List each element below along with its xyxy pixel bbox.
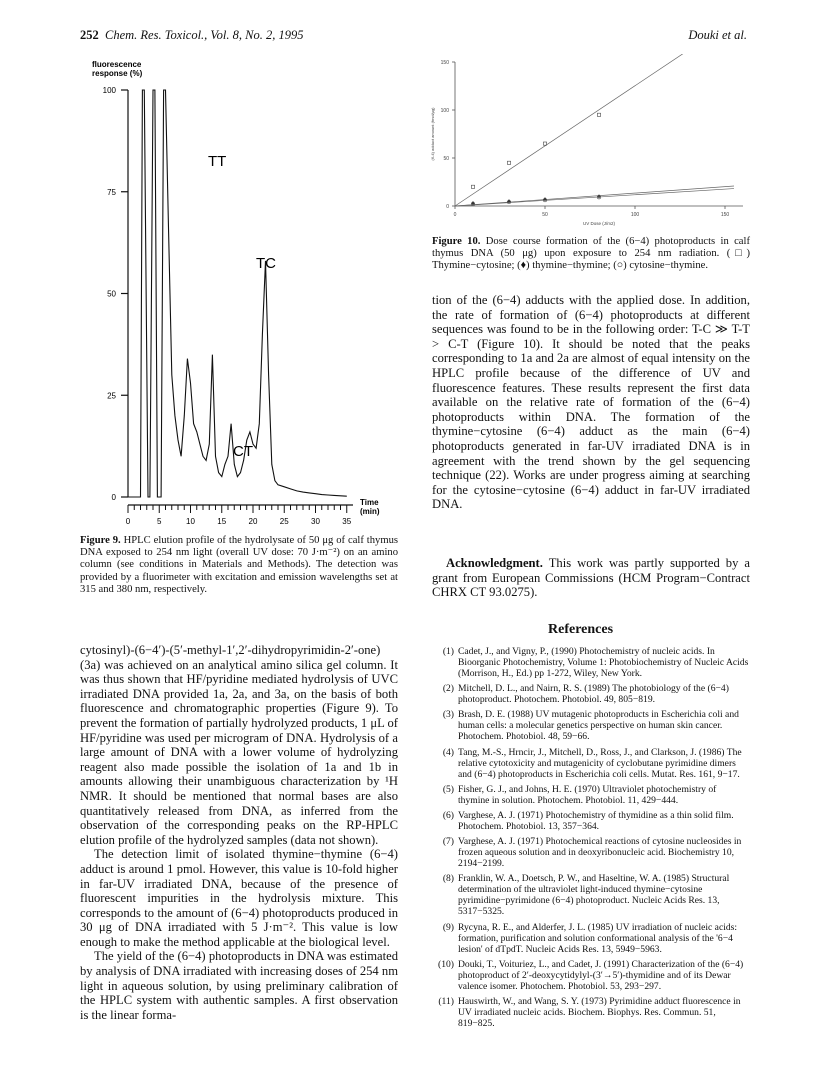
reference-number: (11) — [438, 995, 454, 1007]
peak-label-ct: CT — [233, 443, 253, 460]
acknowledgment — [432, 556, 750, 600]
fig10-x-tick-label: 50 — [542, 212, 548, 218]
fig10-y-tick-label: 50 — [443, 156, 449, 162]
reference-text: Rycyna, R. E., and Alderfer, J. L. (1985) UV irradiation of nucleic acids: formation, purification and solution conformational analysis of the '6−4 lesion' of dTpdT. Nucleic Acids Res. 13, 5949−5963. — [458, 921, 738, 955]
paragraph: The detection limit of isolated thymine−thymine (6−4) adduct is around 1 pmol. However, this value is 10-fold higher in far-UV irradiated DNA, because of the presence of fluorescent impurities in the hydrolysis mixture. This corresponds to the amount of (6−4) photoproducts produced in 30 μg of DNA irradiated with 5 J·m⁻². This value is low enough to make the method applicable at the biological level. — [80, 847, 398, 949]
left-column-text — [80, 643, 398, 1022]
reference-number: (6) — [442, 809, 454, 821]
fig10-x-tick-label: 100 — [630, 212, 640, 218]
reference-number: (9) — [442, 921, 454, 933]
paragraph: tion of the (6−4) adducts with the applied dose. In addition, the rate of formation of (6−4) photoproducts at different sequences was found to be in the following order: T-C ≫ T-T > C-T (Figure 10). It should be noted that the peaks corresponding to 1a and 2a are almost of equal intensity on the HPLC profile because of the difference of UV and fluorescence features. These results represent the first data available on the relative rate of formation of the (6−4) photoproducts within DNA. The formation of the thymine−cytosine (6−4) adduct as the main (6−4) photoproducts generated in far-UV irradiated DNA is in agreement with the trend shown by the gel sequencing technique (22). Works are under progress aiming at searching for the cytosine−cytosine (6−4) adduct in far-UV irradiated DNA. — [432, 293, 750, 512]
fig9-y-tick-label: 75 — [107, 187, 116, 197]
fig10-y-axis-label: (6-4) adduct amount (fmol/μg) — [430, 107, 435, 161]
fig10-point — [597, 113, 600, 116]
fig10-y-tick-label: 0 — [446, 204, 449, 210]
fig10-y-tick-label: 100 — [440, 108, 449, 114]
reference-number: (5) — [442, 783, 454, 795]
reference-number: (10) — [438, 958, 454, 970]
fig9-x-tick-label: 15 — [217, 517, 227, 526]
figure10-dose-course-plot — [425, 54, 755, 234]
fig9-xlabel-line1: Time — [360, 498, 379, 507]
fig9-y-tick-label: 0 — [111, 493, 116, 502]
fig9-chromatogram-trace — [128, 90, 347, 497]
fig10-axes — [430, 60, 743, 226]
ack-label: Acknowledgment. — [446, 556, 543, 570]
reference-text: Cadet, J., and Vigny, P., (1990) Photochemistry of nucleic acids. In Bioorganic Photochemistry, Volume 1: Photobiochemistry of Nucleic Acids (Morrison, H., Ed.) pp 1-272, Wiley, New York. — [458, 646, 749, 679]
reference-item — [432, 784, 750, 806]
fig9-y-tick-label: 50 — [107, 289, 116, 299]
reference-item — [432, 873, 750, 917]
reference-text: Mitchell, D. L., and Nairn, R. S. (1989) The photobiology of the (6−4) photoproduct. Photochem. Photobiol. 49, 805−819. — [458, 683, 729, 706]
figure10-caption-label: Figure 10. — [432, 236, 481, 247]
fig9-ylabel-line2: response (%) — [92, 69, 143, 78]
fig10-x-tick-label: 0 — [453, 212, 457, 218]
fig10-point — [471, 185, 474, 188]
running-header-left — [80, 28, 304, 43]
fig9-y-tick-label: 100 — [102, 86, 116, 95]
running-header-authors: Douki et al. — [688, 28, 747, 42]
reference-text: Varghese, A. J. (1971) Photochemistry of thymidine as a thin solid film. Photochem. Photobiol. 13, 357−364. — [458, 809, 734, 832]
figure9-caption — [80, 535, 398, 596]
references-list — [432, 646, 750, 1033]
ack-text: This work was partly supported by a grant from European Commissions (HCM Program−Contract CHRX CT 93.0275). — [432, 556, 750, 600]
reference-number: (3) — [442, 709, 454, 721]
paragraph: The yield of the (6−4) photoproducts in DNA was estimated by analysis of DNA irradiated with increasing doses of 254 nm light in aqueous solution, by using preliminary calibration of the HPLC system with authentic samples. A first observation is the linear forma- — [80, 949, 398, 1022]
reference-number: (1) — [442, 646, 454, 657]
fig9-x-tick-label: 10 — [186, 517, 195, 526]
figure9-chromatogram — [70, 58, 400, 534]
right-column-text — [432, 293, 750, 512]
fig10-point — [507, 161, 510, 164]
fig9-x-tick-label: 35 — [342, 517, 352, 526]
reference-item — [432, 959, 750, 992]
reference-item — [432, 646, 750, 679]
fig9-x-tick-label: 20 — [248, 517, 258, 526]
references-heading: References — [548, 622, 614, 637]
reference-item — [432, 683, 750, 705]
peak-label-tc: TC — [256, 255, 276, 272]
fig9-x-tick-label: 30 — [311, 517, 320, 526]
journal-citation: Chem. Res. Toxicol., Vol. 8, No. 2, 1995 — [105, 28, 304, 42]
fig9-ylabel-line1: fluorescence — [92, 60, 142, 69]
figure9-caption-text: HPLC elution profile of the hydrolysate of 50 μg of calf thymus DNA exposed to 254 nm light (overall UV dose: 70 J·m⁻²) on an amino column (see conditions in Materials and Methods). The detection was provided by a fluorimeter with excitation and emission wavelengths set at 315 and 380 nm, respectively. — [80, 535, 398, 595]
reference-item — [432, 996, 750, 1029]
reference-item — [432, 747, 750, 780]
fig10-fit-line — [455, 54, 734, 206]
fig9-x-tick-label: 5 — [157, 517, 162, 526]
fig9-xlabel-line2: (min) — [360, 507, 380, 516]
reference-item — [432, 709, 750, 742]
fig10-series — [455, 54, 734, 206]
reference-item — [432, 810, 750, 832]
page-number: 252 — [80, 28, 99, 42]
fig9-x-tick-label: 25 — [279, 517, 289, 526]
reference-text: Douki, T., Voituriez, L., and Cadet, J. (1991) Characterization of the (6−4) photoproduct of 2′-deoxycytidylyl-(3′→5′)-thymidine and of its Dewar valence isomer. Photochem. Photobiol. 53, 293−297. — [458, 958, 744, 992]
paragraph: cytosinyl)-(6−4′)-(5′-methyl-1′,2′-dihydropyrimidin-2′-one) (3a) was achieved on an analytical amino silica gel column. It was thus shown that HF/pyridine mediated hydrolysis of UVC irradiated DNA provided 1a, 2a, and 3a, on the basis of both fluorescence and chromatographic properties (Figure 9). To prevent the formation of partially hydrolyzed products, 1 μL of HF/pyridine was used per microgram of DNA. Hydrolysis of a large amount of DNA with a lower volume of hydrolyzing reagent also made possible the isolation of 1a and 1b in amounts allowing their unambiguous characterization by ¹H NMR. It should be mentioned that normal bases are also quantitatively released from DNA, as inferred from the observation of the corresponding peaks on the RP-HPLC elution profile of the hydrolyzed samples (data not shown). — [80, 643, 398, 847]
fig9-x-tick-label: 0 — [125, 517, 131, 526]
reference-text: Fisher, G. J., and Johns, H. E. (1970) Ultraviolet photochemistry of thymine in solution. Photochem. Photobiol. 11, 429−444. — [458, 783, 717, 806]
reference-number: (7) — [442, 836, 454, 848]
peak-label-tt: TT — [208, 153, 227, 170]
fig10-y-tick-label: 150 — [440, 60, 449, 66]
reference-text: Varghese, A. J. (1971) Photochemical reactions of cytosine nucleosides in frozen aqueous solution and in deoxyribonucleic acid. Biochemistry 10, 2194−2199. — [458, 836, 742, 870]
reference-text: Hauswirth, W., and Wang, S. Y. (1973) Pyrimidine adduct fluorescence in UV irradiated nucleic acids. Biochem. Biophys. Res. Commun. 51, 819−825. — [458, 995, 741, 1029]
reference-item — [432, 836, 750, 869]
reference-text: Tang, M.-S., Hrncir, J., Mitchell, D., Ross, J., and Clarkson, J. (1986) The relative cytotoxicity and mutagenicity of cyclobutane pyrimidine dimers and (6−4) photoproducts in Escherichia coli cells. Mutat. Res. 161, 9−17. — [458, 746, 742, 780]
reference-number: (2) — [442, 683, 454, 695]
reference-number: (8) — [442, 873, 454, 885]
fig9-y-tick-label: 25 — [107, 391, 116, 401]
figure10-caption — [432, 236, 750, 273]
fig10-fit-line — [455, 189, 734, 206]
fig10-x-axis-label: UV Dose (J/m2) — [582, 221, 616, 226]
figure10-caption-text: Dose course formation of the (6−4) photoproducts in calf thymus DNA (50 μg) upon exposure to 254 nm radiation. (□) Thymine−cytosine; (♦) thymine−thymine; (○) cytosine−thymine. — [432, 236, 750, 272]
reference-item — [432, 922, 750, 955]
reference-text: Brash, D. E. (1988) UV mutagenic photoproducts in Escherichia coli and human cells: a molecular genetics perspective on human skin cancer. Photochem. Photobiol. 48, 59−66. — [458, 709, 739, 743]
reference-text: Franklin, W. A., Doetsch, P. W., and Haseltine, W. A. (1985) Structural determination of the ultraviolet light-induced thymine−cytosine pyrimidine−pyrimidone (6−4) photoproduct. Nucleic Acids Res. 13, 5317−5325. — [458, 873, 730, 918]
reference-number: (4) — [442, 746, 454, 758]
figure9-caption-label: Figure 9. — [80, 535, 121, 546]
fig10-x-tick-label: 150 — [720, 212, 730, 218]
fig10-fit-line — [455, 186, 734, 206]
